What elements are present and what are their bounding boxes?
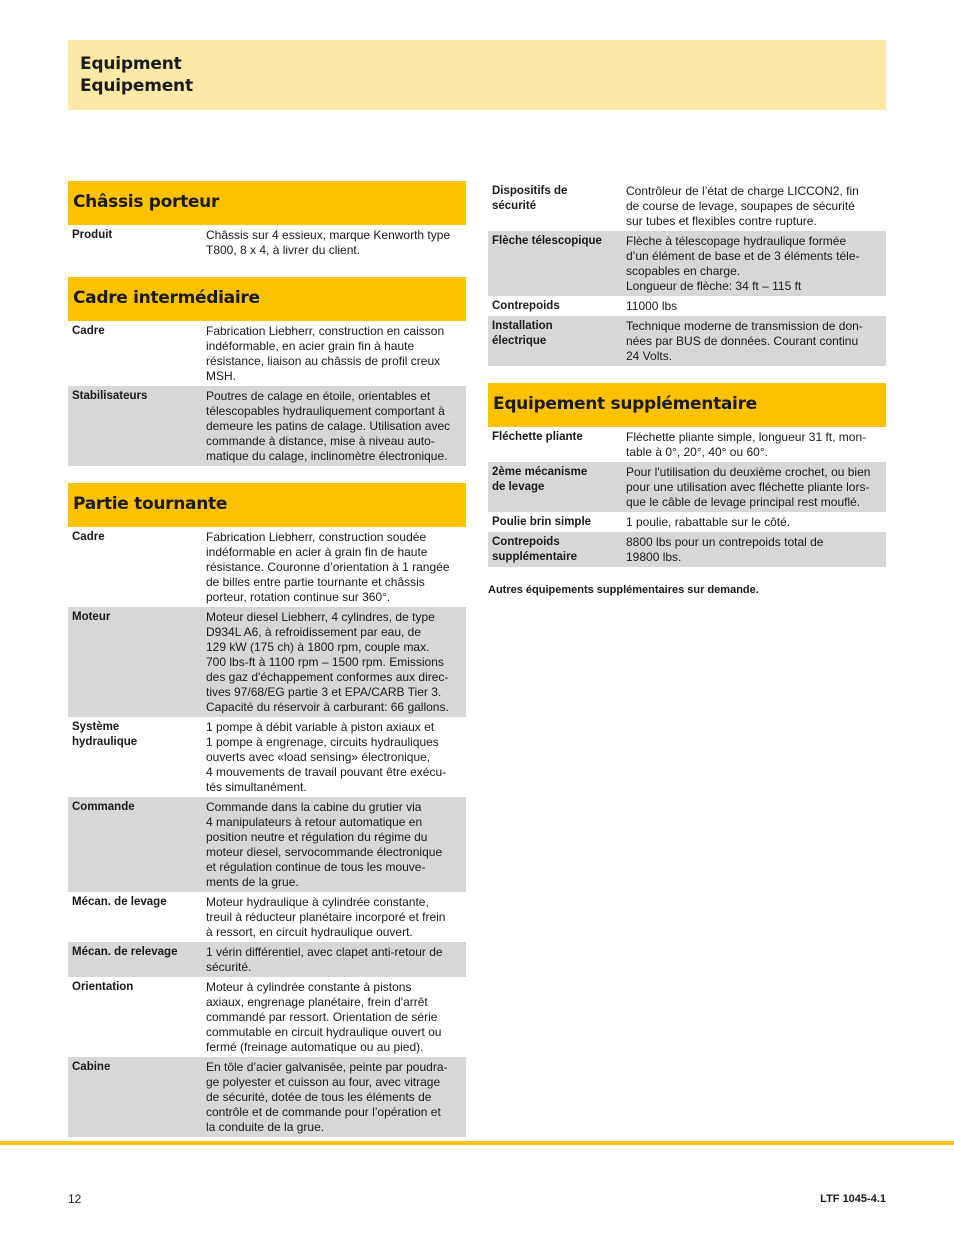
section-cadre-intermediaire xyxy=(68,277,466,466)
spec-key: Flèche télescopique xyxy=(488,231,622,296)
table-row xyxy=(68,607,466,717)
table-row xyxy=(488,316,886,366)
left-column xyxy=(68,181,466,1137)
spec-key: Poulie brin simple xyxy=(488,512,622,532)
spec-value: 11000 lbs xyxy=(622,296,886,316)
spec-key: Produit xyxy=(68,225,202,260)
spec-value: Fléchette pliante simple, longueur 31 ft, mon- table à 0°, 20°, 40° ou 60°. xyxy=(622,427,886,462)
table-row xyxy=(68,225,466,260)
page-title-fr: Equipement xyxy=(80,76,193,96)
spec-value: Commande dans la cabine du grutier via 4 manipulateurs à retour automatique en position neutre et régulation du régime du moteur diesel, servocommande électronique et régulation continue de tous les mouve- ments de la grue. xyxy=(202,797,466,892)
table-row xyxy=(68,321,466,386)
spec-value: Contrôleur de l’état de charge LICCON2, fin de course de levage, soupapes de sécurité sur tubes et flexibles contre rupture. xyxy=(622,181,886,231)
spec-key: Installation électrique xyxy=(488,316,622,366)
table-row xyxy=(488,532,886,567)
spec-value: Fabrication Liebherr, construction en caisson indéformable, en acier grain fin à haute résistance, liaison au châssis de profil creux MSH. xyxy=(202,321,466,386)
table-row xyxy=(488,181,886,231)
section-chassis-porteur xyxy=(68,181,466,260)
spec-value: Poutres de calage en étoile, orientables et télescopables hydrauliquement comportant à demeure les patins de calage. Utilisation avec commande à distance, mise à niveau auto- matique du calage, inclinomètre électronique. xyxy=(202,386,466,466)
spec-value: Fabrication Liebherr, construction soudée indéformable en acier à grain fin de haute résistance. Couronne d’orientation à 1 rangée de billes entre partie tournante et châssis porteur, rotation continue sur 360°. xyxy=(202,527,466,607)
document-code: LTF 1045-4.1 xyxy=(820,1193,886,1205)
spec-key: 2ème mécanisme de levage xyxy=(488,462,622,512)
spec-value: 1 pompe à débit variable à piston axiaux et 1 pompe à engrenage, circuits hydrauliques ouverts avec «load sensing» électronique, 4 mouvements de travail pouvant être exécu- tés simultanément. xyxy=(202,717,466,797)
spec-key: Mécan. de relevage xyxy=(68,942,202,977)
table-row xyxy=(68,527,466,607)
spec-key: Système hydraulique xyxy=(68,717,202,797)
spec-value: Moteur à cylindrée constante à pistons axiaux, engrenage planétaire, frein d'arrêt commandé par ressort. Orientation de série commutable en circuit hydraulique ouvert ou fermé (freinage automatique ou au pied). xyxy=(202,977,466,1057)
spec-table xyxy=(488,427,886,567)
table-row xyxy=(68,1057,466,1137)
spec-value: Châssis sur 4 essieux, marque Kenworth type T800, 8 x 4, à livrer du client. xyxy=(202,225,466,260)
section-title: Cadre intermédiaire xyxy=(68,277,466,321)
table-row xyxy=(68,892,466,942)
spec-key: Cabine xyxy=(68,1057,202,1137)
spec-key: Contrepoids supplémentaire xyxy=(488,532,622,567)
spec-key: Cadre xyxy=(68,321,202,386)
spec-table-continued xyxy=(488,181,886,366)
spec-value: 1 vérin différentiel, avec clapet anti-retour de sécurité. xyxy=(202,942,466,977)
page-number: 12 xyxy=(68,1192,82,1206)
table-row xyxy=(488,296,886,316)
section-title: Equipement supplémentaire xyxy=(488,383,886,427)
section-title: Châssis porteur xyxy=(68,181,466,225)
spec-key: Dispositifs de sécurité xyxy=(488,181,622,231)
spec-value: Moteur diesel Liebherr, 4 cylindres, de type D934L A6, à refroidissement par eau, de 129 kW (175 ch) à 1800 rpm, couple max. 700 lbs-ft à 1100 rpm – 1500 rpm. Emissions des gaz d'échappement conformes aux direc- tives 97/68/EG partie 3 et EPA/CARB Tier 3. Capacité du réservoir à carburant: 66 gallons. xyxy=(202,607,466,717)
page-header xyxy=(68,40,886,110)
table-row xyxy=(68,797,466,892)
spec-table xyxy=(68,321,466,466)
section-title: Partie tournante xyxy=(68,483,466,527)
spec-value: 1 poulie, rabattable sur le côté. xyxy=(622,512,886,532)
table-row xyxy=(68,386,466,466)
table-row xyxy=(68,942,466,977)
page-title-en: Equipment xyxy=(80,54,182,74)
footer-rule xyxy=(0,1141,954,1145)
spec-key: Mécan. de levage xyxy=(68,892,202,942)
table-row xyxy=(488,427,886,462)
spec-key: Cadre xyxy=(68,527,202,607)
spec-value: Technique moderne de transmission de don- nées par BUS de données. Courant continu 24 Volts. xyxy=(622,316,886,366)
spec-table xyxy=(68,225,466,260)
spec-value: Pour l'utilisation du deuxième crochet, ou bien pour une utilisation avec fléchette pliante lors- que le câble de levage principal rest mouflé. xyxy=(622,462,886,512)
right-column xyxy=(488,181,886,596)
section-partie-tournante xyxy=(68,483,466,1137)
spec-key: Orientation xyxy=(68,977,202,1057)
section-equipement-supplementaire xyxy=(488,383,886,596)
spec-key: Moteur xyxy=(68,607,202,717)
spec-table xyxy=(68,527,466,1137)
table-row xyxy=(488,462,886,512)
spec-key: Contrepoids xyxy=(488,296,622,316)
spec-value: Moteur hydraulique à cylindrée constante, treuil à réducteur planétaire incorporé et frein à ressort, en circuit hydraulique ouvert. xyxy=(202,892,466,942)
table-row xyxy=(488,512,886,532)
spec-value: En tôle d’acier galvanisée, peinte par poudra- ge polyester et cuisson au four, avec vitrage de sécurité, dotée de tous les éléments de contrôle et de commande pour l’opération et la conduite de la grue. xyxy=(202,1057,466,1137)
spec-value: 8800 lbs pour un contrepoids total de 19800 lbs. xyxy=(622,532,886,567)
spec-value: Flèche à télescopage hydraulique formée d’un élément de base et de 3 éléments téle- scopables en charge. Longueur de flèche: 34 ft – 115 ft xyxy=(622,231,886,296)
spec-key: Commande xyxy=(68,797,202,892)
spec-key: Stabilisateurs xyxy=(68,386,202,466)
table-row xyxy=(68,977,466,1057)
footnote: Autres équipements supplémentaires sur demande. xyxy=(488,584,759,596)
table-row xyxy=(488,231,886,296)
spec-key: Fléchette pliante xyxy=(488,427,622,462)
table-row xyxy=(68,717,466,797)
